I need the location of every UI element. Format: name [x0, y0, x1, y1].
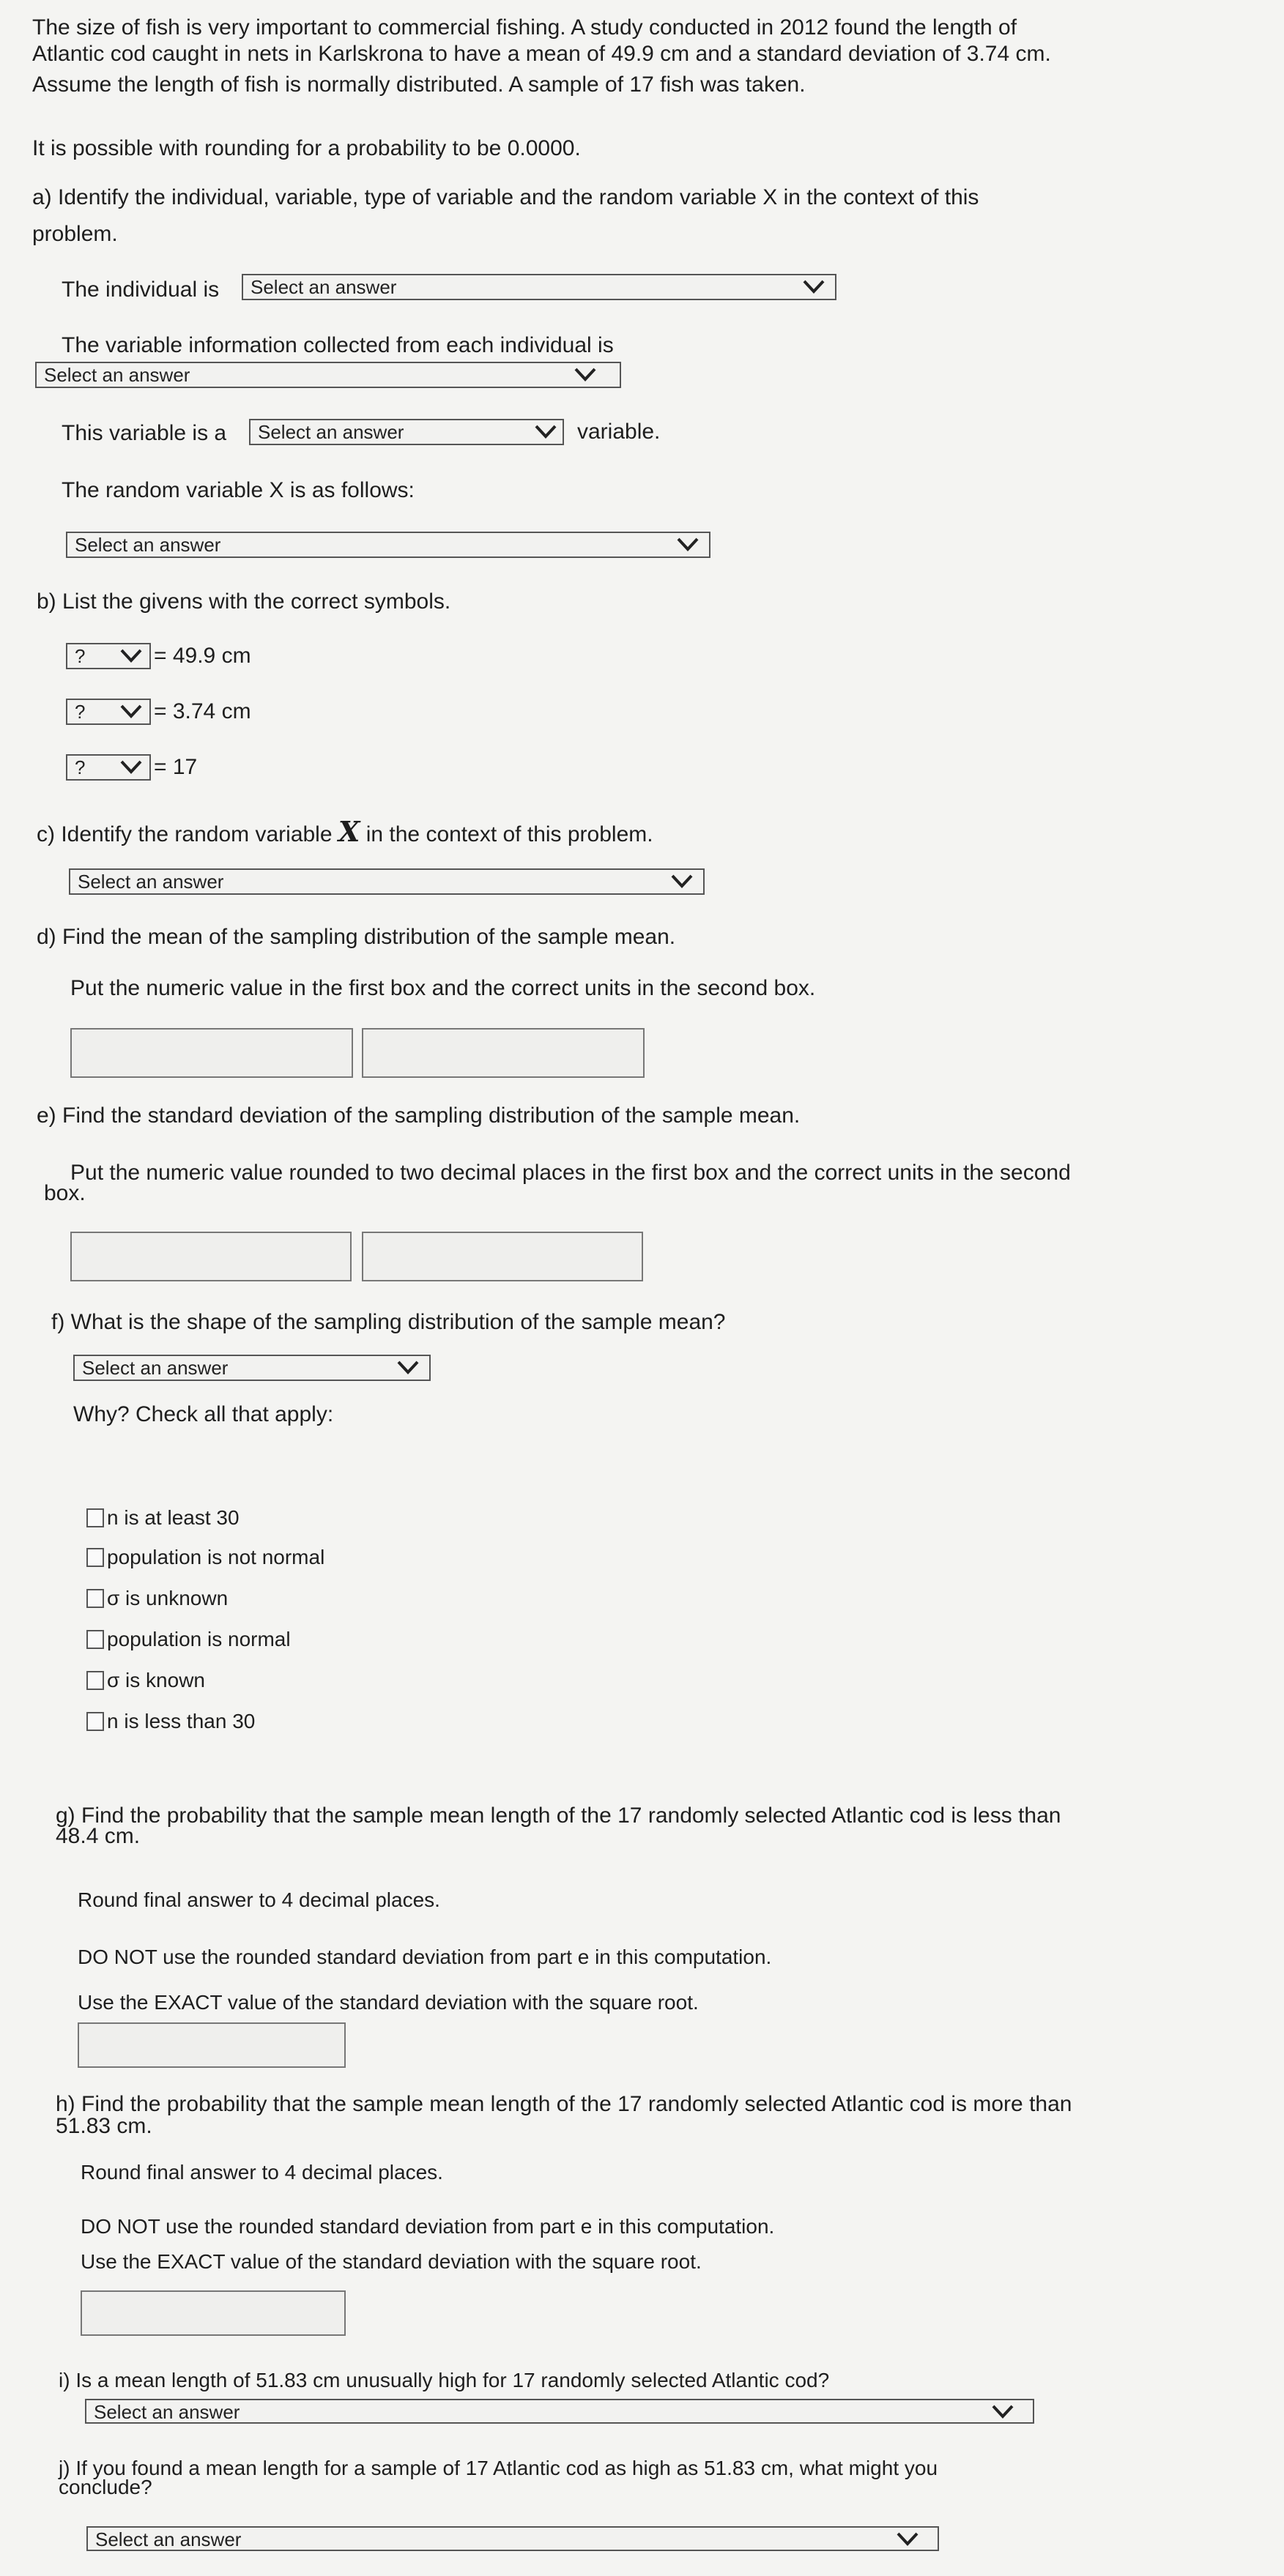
- part-h-prompt-line-2: 51.83 cm.: [56, 2114, 152, 2138]
- part-j-prompt-line-2: conclude?: [59, 2476, 152, 2498]
- individual-select[interactable]: [242, 274, 836, 300]
- shape-select[interactable]: [73, 1355, 431, 1381]
- checkbox-population-not-normal[interactable]: [86, 1548, 104, 1567]
- mean-value-input[interactable]: [70, 1028, 353, 1078]
- given-value-2: = 3.74 cm: [154, 699, 251, 723]
- given-symbol-select-1[interactable]: [66, 643, 151, 669]
- why-label: Why? Check all that apply:: [73, 1402, 334, 1426]
- sd-value-input[interactable]: [70, 1232, 352, 1281]
- random-variable-select-value: Select an answer: [75, 534, 221, 556]
- given-symbol-select-2[interactable]: [66, 699, 151, 725]
- checkbox-label: population is normal: [107, 1628, 291, 1650]
- part-e-instruction-line-1: Put the numeric value rounded to two decimal places in the first box and the correct units in the second: [70, 1161, 1071, 1185]
- random-variable-select[interactable]: [66, 532, 710, 558]
- given-symbol-select-value: ?: [75, 756, 86, 778]
- intro-line-2: Atlantic cod caught in nets in Karlskrona to have a mean of 49.9 cm and a standard deviation of 3.74 cm.: [32, 42, 1051, 66]
- part-g-donot-instruction: DO NOT use the rounded standard deviation from part e in this computation.: [78, 1946, 772, 1968]
- random-variable-label: The random variable X is as follows:: [62, 478, 415, 502]
- checkbox-n-less-than-30[interactable]: [86, 1712, 104, 1731]
- variable-type-select[interactable]: [249, 419, 564, 445]
- checkbox-label: σ is unknown: [107, 1587, 229, 1609]
- probability-less-than-input[interactable]: [78, 2022, 346, 2068]
- variable-select-value: Select an answer: [44, 364, 190, 386]
- intro-line-3: Assume the length of fish is normally distributed. A sample of 17 fish was taken.: [32, 72, 806, 97]
- chevron-down-icon: [533, 422, 558, 441]
- checkbox-label: n is at least 30: [107, 1506, 240, 1529]
- rounding-note: It is possible with rounding for a probability to be 0.0000.: [32, 136, 581, 160]
- part-b-prompt: b) List the givens with the correct symbols.: [37, 589, 451, 614]
- chevron-down-icon: [801, 277, 826, 296]
- conclusion-select-value: Select an answer: [95, 2528, 242, 2550]
- part-a-prompt-line-2: problem.: [32, 222, 118, 246]
- part-h-prompt-line-1: h) Find the probability that the sample mean length of the 17 randomly selected Atlantic cod is more than: [56, 2092, 1072, 2116]
- probability-more-than-input[interactable]: [81, 2290, 346, 2336]
- chevron-down-icon: [119, 701, 144, 721]
- given-value-3: = 17: [154, 755, 198, 779]
- part-e-prompt: e) Find the standard deviation of the sampling distribution of the sample mean.: [37, 1103, 801, 1128]
- part-g-exact-instruction: Use the EXACT value of the standard deviation with the square root.: [78, 1991, 699, 2014]
- variable-select[interactable]: [35, 362, 621, 388]
- given-value-1: = 49.9 cm: [154, 644, 251, 668]
- checkbox-label: n is less than 30: [107, 1710, 256, 1732]
- unusually-high-select-value: Select an answer: [94, 2401, 240, 2423]
- checkbox-sigma-unknown[interactable]: [86, 1589, 104, 1608]
- chevron-down-icon: [396, 1358, 420, 1377]
- part-f-prompt: f) What is the shape of the sampling distribution of the sample mean?: [51, 1310, 726, 1334]
- part-c-prompt-post: in the context of this problem.: [365, 822, 653, 846]
- chevron-down-icon: [895, 2529, 920, 2548]
- unusually-high-select[interactable]: [85, 2399, 1034, 2424]
- checkbox-population-normal[interactable]: [86, 1630, 104, 1649]
- given-symbol-select-value: ?: [75, 645, 86, 667]
- chevron-down-icon: [669, 871, 694, 890]
- checkbox-label: population is not normal: [107, 1546, 325, 1568]
- part-a-prompt-line-1: a) Identify the individual, variable, type of variable and the random variable X in the context of this: [32, 185, 979, 209]
- individual-select-value: Select an answer: [251, 276, 397, 298]
- part-e-instruction-line-2: box.: [44, 1181, 86, 1205]
- intro-line-1: The size of fish is very important to commercial fishing. A study conducted in 2012 found the length of: [32, 15, 1017, 40]
- part-g-round-instruction: Round final answer to 4 decimal places.: [78, 1888, 440, 1911]
- variable-type-suffix: variable.: [577, 420, 661, 444]
- given-symbol-select-value: ?: [75, 701, 86, 723]
- chevron-down-icon: [573, 365, 598, 384]
- shape-select-value: Select an answer: [82, 1357, 229, 1379]
- variable-type-label: This variable is a: [62, 421, 227, 445]
- part-h-donot-instruction: DO NOT use the rounded standard deviation from part e in this computation.: [81, 2215, 775, 2238]
- checkbox-label: σ is known: [107, 1669, 205, 1691]
- individual-label: The individual is: [62, 278, 220, 302]
- variable-label: The variable information collected from each individual is: [62, 333, 614, 357]
- random-variable-symbol: X: [338, 815, 360, 848]
- part-d-prompt: d) Find the mean of the sampling distribution of the sample mean.: [37, 925, 676, 949]
- part-c-prompt-pre: c) Identify the random variable: [37, 822, 333, 846]
- variable-type-select-value: Select an answer: [258, 421, 404, 443]
- part-c-prompt: [37, 815, 653, 848]
- part-h-round-instruction: Round final answer to 4 decimal places.: [81, 2161, 443, 2184]
- given-symbol-select-3[interactable]: [66, 754, 151, 781]
- part-g-prompt-line-1: g) Find the probability that the sample mean length of the 17 randomly selected Atlantic cod is less than: [56, 1803, 1061, 1828]
- part-j-prompt-line-1: j) If you found a mean length for a sample of 17 Atlantic cod as high as 51.83 cm, what might you: [59, 2457, 938, 2479]
- part-g-prompt-line-2: 48.4 cm.: [56, 1824, 141, 1848]
- mean-units-input[interactable]: [362, 1028, 645, 1078]
- sd-units-input[interactable]: [362, 1232, 643, 1281]
- checkbox-sigma-known[interactable]: [86, 1671, 104, 1690]
- part-d-instruction: Put the numeric value in the first box and the correct units in the second box.: [70, 976, 816, 1000]
- chevron-down-icon: [119, 646, 144, 665]
- chevron-down-icon: [119, 757, 144, 776]
- conclusion-select[interactable]: [86, 2526, 939, 2551]
- chevron-down-icon: [990, 2402, 1015, 2421]
- part-c-select-value: Select an answer: [78, 871, 224, 893]
- chevron-down-icon: [675, 535, 700, 554]
- part-h-exact-instruction: Use the EXACT value of the standard deviation with the square root.: [81, 2250, 702, 2273]
- part-i-prompt: i) Is a mean length of 51.83 cm unusually high for 17 randomly selected Atlantic cod?: [59, 2369, 830, 2391]
- checkbox-n-at-least-30[interactable]: [86, 1508, 104, 1527]
- part-c-select[interactable]: [69, 868, 705, 895]
